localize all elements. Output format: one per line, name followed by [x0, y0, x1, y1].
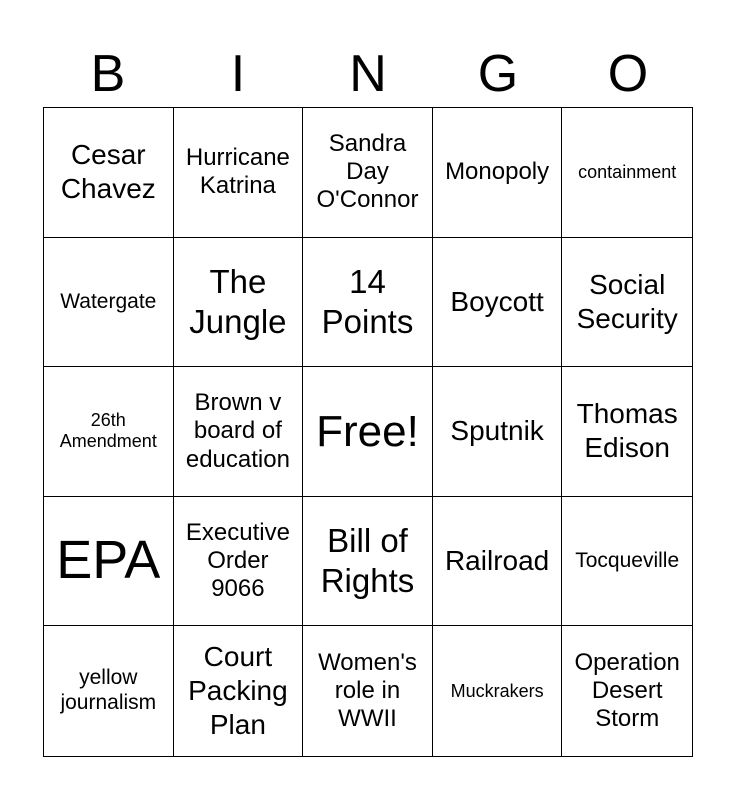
- bingo-cell[interactable]: [433, 238, 563, 368]
- bingo-cell[interactable]: [174, 626, 304, 756]
- cell-label: Thomas Edison: [576, 398, 678, 464]
- bingo-board: [43, 107, 693, 757]
- bingo-cell[interactable]: [303, 238, 433, 368]
- cell-label: Boycott: [450, 285, 544, 317]
- cell-label: EPA: [56, 530, 161, 591]
- cell-label: 26th Amendment: [59, 410, 157, 452]
- cell-label: Tocqueville: [575, 548, 680, 572]
- bingo-cell[interactable]: [44, 367, 174, 497]
- bingo-cell[interactable]: [174, 497, 304, 627]
- cell-label: Cesar Chavez: [60, 139, 156, 205]
- cell-label: Women's role in WWII: [318, 648, 417, 733]
- cell-label: Railroad: [444, 545, 550, 577]
- bingo-header: [43, 40, 693, 108]
- bingo-cell[interactable]: [174, 367, 304, 497]
- bingo-cell[interactable]: [303, 108, 433, 238]
- cell-label: Sandra Day O'Connor: [316, 129, 419, 214]
- cell-label: Executive Order 9066: [185, 518, 290, 603]
- free-space-label: Free!: [316, 406, 419, 456]
- bingo-cell[interactable]: [562, 497, 692, 627]
- bingo-cell[interactable]: [44, 238, 174, 368]
- cell-label: Sputnik: [450, 415, 544, 447]
- bingo-cell[interactable]: [174, 108, 304, 238]
- bingo-cell[interactable]: [174, 238, 304, 368]
- free-space-cell[interactable]: [303, 367, 433, 497]
- cell-label: Court Packing Plan: [188, 640, 288, 741]
- cell-label: Brown v board of education: [185, 389, 290, 473]
- cell-label: Bill of Rights: [320, 521, 415, 600]
- bingo-cell[interactable]: [562, 626, 692, 756]
- header-letter-n: N: [349, 45, 387, 103]
- cell-label: The Jungle: [189, 262, 287, 340]
- header-letter-o: O: [607, 45, 649, 103]
- bingo-cell[interactable]: [303, 497, 433, 627]
- cell-label: yellow journalism: [60, 666, 157, 715]
- cell-label: 14 Points: [321, 262, 414, 340]
- bingo-cell[interactable]: [433, 367, 563, 497]
- header-letter-b: B: [90, 45, 126, 103]
- cell-label: Operation Desert Storm: [574, 648, 680, 733]
- bingo-cell[interactable]: [303, 626, 433, 756]
- cell-label: Hurricane Katrina: [185, 143, 290, 200]
- cell-label: Social Security: [576, 268, 678, 334]
- cell-label: Watergate: [60, 289, 157, 313]
- cell-label: Muckrakers: [450, 680, 544, 701]
- header-letter-g: G: [477, 45, 519, 103]
- bingo-cell[interactable]: [433, 626, 563, 756]
- bingo-cell[interactable]: [44, 108, 174, 238]
- bingo-cell[interactable]: [562, 108, 692, 238]
- cell-label: containment: [578, 161, 677, 182]
- bingo-cell[interactable]: [433, 497, 563, 627]
- header-letter-i: I: [230, 45, 246, 103]
- bingo-cell[interactable]: [44, 497, 174, 627]
- bingo-cell[interactable]: [44, 626, 174, 756]
- cell-label: Monopoly: [445, 158, 550, 186]
- bingo-cell[interactable]: [562, 238, 692, 368]
- bingo-cell[interactable]: [433, 108, 563, 238]
- bingo-cell[interactable]: [562, 367, 692, 497]
